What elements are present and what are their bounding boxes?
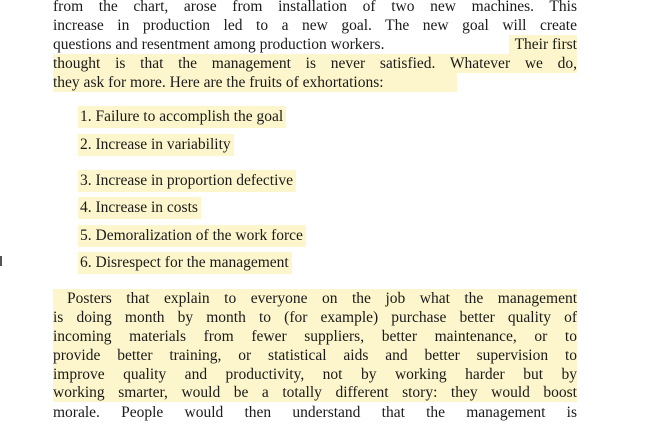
highlighted-line: thought is that the management is never satisfied. Whatever we do, [53, 55, 577, 72]
clipped-line: morale. People would then understand that the management is [53, 404, 577, 421]
list-item: 5. Demoralization of the work force [78, 225, 306, 247]
margin-marker [0, 256, 2, 266]
highlighted-line: incoming materials from fewer suppliers, better maintenance, or to [53, 328, 577, 345]
paragraph-line: increase in production led to a new goal. The new goal will create [53, 17, 577, 34]
highlighted-line: Posters that explain to everyone on the job what the management [53, 289, 577, 308]
paragraph-line [53, 35, 577, 54]
highlighted-line: improve quality and productivity, not by working harder but by [53, 366, 577, 383]
clipped-line-container [53, 402, 577, 421]
highlighted-line: working smarter, would be a totally different story: they would boost [53, 384, 577, 401]
highlighted-line: they ask for more. Here are the fruits of exhortations: [53, 73, 457, 92]
paragraph-line: from the chart, arose from installation of two new machines. This [53, 0, 577, 15]
highlighted-line: provide better training, or statistical aids and better supervision to [53, 347, 577, 364]
list-item: 3. Increase in proportion defective [78, 170, 296, 192]
list-item: 4. Increase in costs [78, 197, 201, 219]
paragraph-line-part: questions and resentment among production workers. [53, 36, 385, 53]
list-item: 1. Failure to accomplish the goal [78, 106, 286, 128]
highlighted-text: Their first [509, 35, 577, 54]
highlighted-line: is doing month by month to (for example) purchase better quality of [53, 309, 577, 326]
list-item: 2. Increase in variability [78, 134, 234, 156]
list-item: 6. Disrespect for the management [78, 252, 292, 274]
